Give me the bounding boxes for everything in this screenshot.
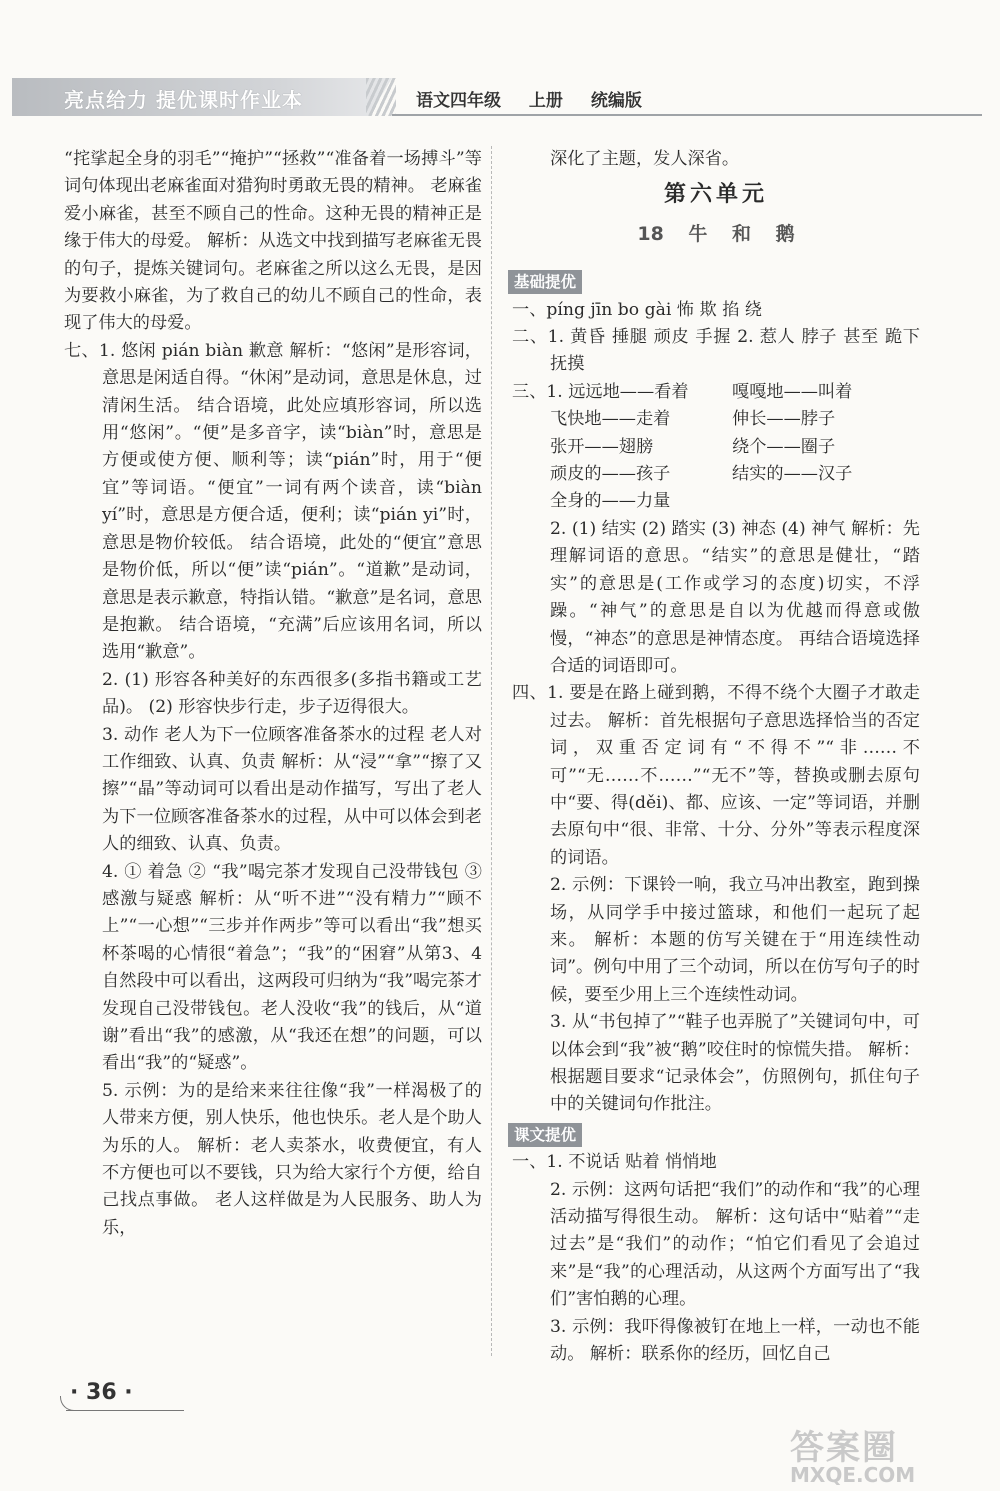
page-number-rule	[66, 1410, 184, 1411]
answer-q7-2: 2. (1) 形容各种美好的东西很多(多指书籍或工艺品)。 (2) 形容快步行走，步子迈得很大。	[102, 669, 482, 718]
answer-k3: 3. 示例：我吓得像被钉在地上一样，一动也不能动。 解析：联系你的经历，回忆自己	[550, 1316, 920, 1365]
match-item: 张开——翅膀	[550, 436, 654, 457]
volume-label: 上册	[528, 91, 563, 111]
answer-k1: 一、1. 不说话 贴着 悄悄地	[512, 1152, 717, 1173]
answer-continuation: 深化了主题，发人深省。	[550, 149, 740, 169]
answer-q3-2: 2. (1) 结实 (2) 踏实 (3) 神态 (4) 神气 解析：先理解词语的意思。“结实”的意思是健壮，“踏实”的意思是(工作或学习的态度)切实，不浮躁。“神气”的意思是自以为优越而得意或傲慢，“神态”的意思是神情态度。 再结合语境选择合适的词语即可。	[550, 518, 920, 676]
answer-paragraph: “挓挲起全身的羽毛”“掩护”“拯救”“准备着一场搏斗”等词句体现出老麻雀面对猎狗时勇敢无畏的精神。 老麻雀爱小麻雀，甚至不顾自己的性命。这种无畏的精神正是缘于伟大的母爱。 解析：从选文中找到描写老麻雀无畏的句子，提炼关键词句。老麻雀之所以这么无畏，是因为要救小麻雀，为了救自己的幼儿不顾自己的性命，表现了伟大的母爱。	[64, 149, 482, 334]
section-tag-text: 课文提优	[508, 1123, 582, 1147]
watermark	[790, 1420, 990, 1490]
book-title: 亮点给力 提优课时作业本	[64, 88, 303, 112]
answer-q7-4: 4. ① 着急 ② “我”喝完茶才发现自己没带钱包 ③ 感激与疑惑 解析：从“听不进”“没有精力”“顾不上”“一心想”“三步并作两步”等可以看出“我”想买杯茶喝的心情很“着急”；“我”的“困窘”从第3、4自然段中可以看出，这两段可归纳为“我”喝完茶才发现自己没带钱包。老人没收“我”的钱后，从“道谢”看出“我”的感激，从“我还在想”的问题，可以看出“我”的“疑惑”。	[102, 861, 482, 1074]
matching-answers	[512, 379, 920, 516]
book-info	[416, 86, 664, 111]
match-item: 嘎嘎地——叫着	[732, 381, 853, 402]
answer-q7-5: 5. 示例：为的是给来来往往像“我”一样渴极了的人带来方便，别人快乐，他也快乐。老人是个助人为乐的人。 解析：老人卖茶水，收费便宜，有人不方便也可以不要钱，只为给大家行个方便，给自己找点事做。 老人这样做是为人民服务、助人为乐，	[102, 1080, 482, 1238]
header-stripe	[366, 78, 396, 116]
answer-q4-1: 四、1. 要是在路上碰到鹅，不得不绕个大圈子才敢走过去。 解析：首先根据句子意思选择恰当的否定词，双重否定词有“不得不”“非……不可”“无……不……”“无不”等，替换或删去原句中“要、得(děi)、都、应该、一定”等词语，并删去原句中“很、非常、十分、分外”等表示程度深的词语。	[512, 683, 920, 868]
match-item: 三、1. 远远地——看着	[512, 381, 689, 402]
answer-k2: 2. 示例：这两句话把“我们”的动作和“我”的心理活动描写得很生动。 解析：这句话中“贴着”“走过去”是“我们”的动作；“怕它们看见了会追过来”是“我”的心理活动，从这两个方面写出了“我们”害怕鹅的心理。	[550, 1179, 920, 1310]
match-item: 绕个——圈子	[732, 436, 836, 457]
match-item: 飞快地——走着	[550, 409, 671, 430]
unit-title: 第六单元	[663, 182, 768, 208]
page-header	[12, 78, 974, 116]
left-column	[64, 146, 482, 1242]
watermark-logo: 答案圈	[790, 1428, 898, 1468]
edition-label: 统编版	[590, 91, 642, 111]
match-item: 结实的——汉子	[732, 464, 853, 485]
column-divider	[491, 146, 492, 1356]
section-tag-basic: 基础提优	[508, 270, 582, 294]
header-rule	[392, 114, 982, 116]
answer-pinyin: 一、píng jīn bo gài 怖 欺 掐 绕	[512, 299, 762, 320]
answer-q7-3: 3. 动作 老人为下一位顾客准备茶水的过程 老人对工作细致、认真、负责 解析：从“浸”“拿”“擦了又擦”“晶”等动词可以看出是动作描写，写出了老人为下一位顾客准备茶水的过程，从中可以体会到老人的细致、认真、负责。	[102, 724, 482, 855]
answer-words: 二、1. 黄昏 捶腿 顽皮 手握 2. 惹人 脖子 甚至 跪下 抚摸	[512, 327, 920, 375]
answer-q4-3: 3. 从“书包掉了”“鞋子也弄脱了”关键词句中，可以体会到“我”被“鹅”咬住时的惊慌失措。 解析：根据题目要求“记录体会”，仿照例句，抓住句子中的关键词句作批注。	[550, 1012, 920, 1115]
right-column	[512, 146, 920, 1368]
match-item: 顽皮的——孩子	[550, 464, 671, 485]
subject-label: 语文四年级	[416, 91, 501, 111]
answer-q4-2: 2. 示例：下课铃一响，我立马冲出教室，跑到操场，从同学手中接过篮球，和他们一起玩了起来。 解析：本题的仿写关键在于“用连续性动词”。例句中用了三个动词，所以在仿写句子的时候，要至少用上三个连续性动词。	[550, 875, 920, 1005]
match-item: 全身的——力量	[550, 491, 671, 512]
page-number: · 36 ·	[70, 1380, 133, 1405]
match-item: 伸长——脖子	[732, 409, 836, 430]
lesson-title: 18 牛 和 鹅	[637, 222, 795, 245]
watermark-url: MXQE.COM	[790, 1463, 916, 1487]
answer-q7-1: 七、1. 悠闲 pián biàn 歉意 解析：“悠闲”是形容词，意思是闲适自得。“休闲”是动词，意思是休息，过清闲生活。 结合语境，此处应填形容词，所以选用“悠闲”。“便”是多音字，读“biàn”时，意思是方便或使方便、顺利等；读“pián”时，用于“便宜”等词语。“便宜”一词有两个读音，读“biàn yí”时，意思是方便合适，便利；读“pián yi”时，意思是物价较低。 结合语境，此处的“便宜”意思是物价低，所以“便”读“pián”。“道歉”是动词，意思是表示歉意，特指认错。“歉意”是名词，意思是抱歉。 结合语境，“充满”后应该用名词，所以选用“歉意”。	[64, 340, 482, 663]
